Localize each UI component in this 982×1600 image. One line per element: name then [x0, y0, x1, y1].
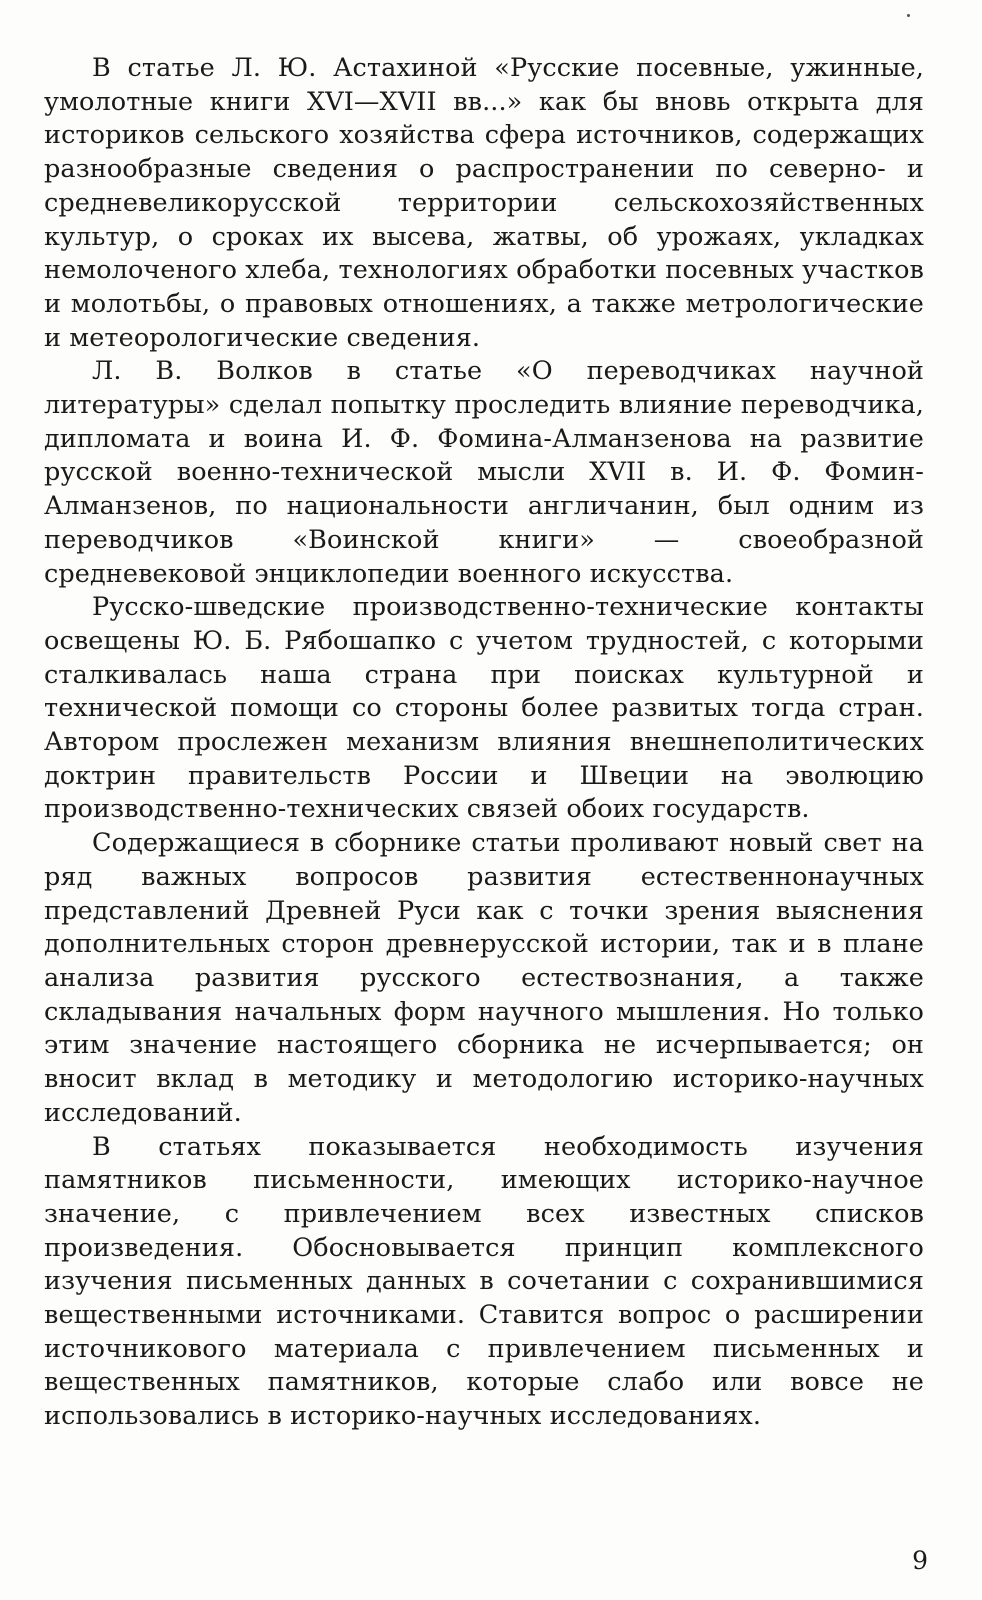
- scan-speck: [907, 14, 910, 17]
- paragraph-ryaboshapko: Русско-шведские производственно-технические контакты освещены Ю. Б. Рябошапко с учетом трудностей, с которыми сталкивалась наша страна при поисках культурной и технической помощи со стороны более развитых тогда стран. Автором прослежен механизм влияния внешнеполитических доктрин правительств России и Швеции на эволюцию производственно-технических связей обоих государств.: [44, 592, 924, 825]
- page-number: 9: [912, 1546, 928, 1575]
- paragraph-volkov: Л. В. Волков в статье «О переводчиках научной литературы» сделал попытку проследить влияние переводчика, дипломата и воина И. Ф. Фомина-Алманзенова на развитие русской военно-технической мысли XVII в. И. Ф. Фомин-Алманзенов, по национальности англичанин, был одним из переводчиков «Воинской книги» — своеобразной средневековой энциклопедии военного искусства.: [44, 356, 924, 589]
- body-text: [44, 52, 924, 1434]
- paragraph-methodology: В статьях показывается необходимость изучения памятников письменности, имеющих историко-научное значение, с привлечением всех известных списков произведения. Обосновывается принцип комплексного изучения письменных данных в сочетании с сохранившимися вещественными источниками. Ставится вопрос о расширении источникового материала с привлечением письменных и вещественных памятников, которые слабо или вовсе не использовались в историко-научных исследованиях.: [44, 1131, 924, 1432]
- paragraph-astakhina: В статье Л. Ю. Астахиной «Русские посевные, ужинные, умолотные книги XVI—XVII вв...» как бы вновь открыта для историков сельского хозяйства сфера источников, содержащих разнообразные сведения о распространении по северно- и средневеликорусской территории сельскохозяйственных культур, о сроках их высева, жатвы, об урожаях, укладках немолоченого хлеба, технологиях обработки посевных участков и молотьбы, о правовых отношениях, а также метрологические и метеорологические сведения.: [44, 53, 924, 353]
- paragraph-collection-significance: Содержащиеся в сборнике статьи проливают новый свет на ряд важных вопросов развития естественнонаучных представлений Древней Руси как с точки зрения выяснения дополнительных сторон древнерусской истории, так и в плане анализа развития русского естествознания, а также складывания начальных форм научного мышления. Но только этим значение настоящего сборника не исчерпывается; он вносит вклад в методику и методологию историко-научных исследований.: [44, 828, 924, 1128]
